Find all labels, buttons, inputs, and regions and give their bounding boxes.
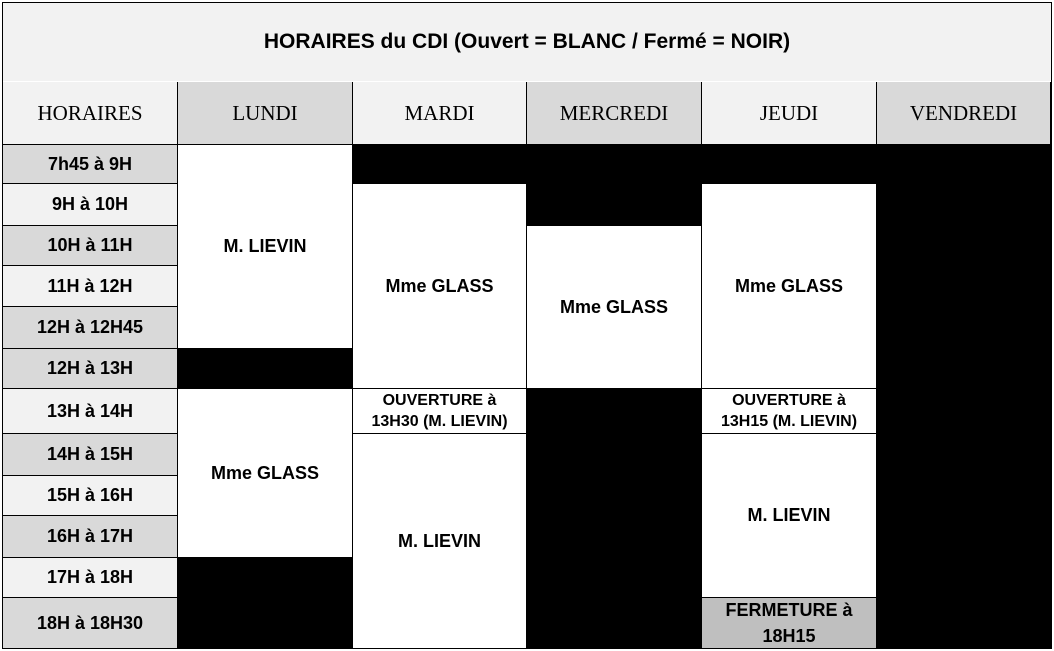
lundi-open-afternoon: Mme GLASS	[178, 389, 353, 558]
time-slot: 12H à 13H	[3, 349, 178, 389]
time-slot: 10H à 11H	[3, 226, 178, 266]
jeudi-opening-line1: OUVERTURE à	[732, 392, 846, 409]
lundi-closed-lunch	[178, 349, 353, 389]
header-horaires: HORAIRES	[3, 82, 178, 145]
jeudi-closing-line2: 18H15	[762, 626, 816, 646]
time-slot: 15H à 16H	[3, 476, 178, 516]
header-jeudi: JEUDI	[702, 82, 877, 145]
time-slot: 13H à 14H	[3, 389, 178, 434]
time-slot: 11H à 12H	[3, 266, 178, 307]
mercredi-closed-afternoon	[527, 389, 702, 649]
mardi-opening-line1: OUVERTURE à	[382, 392, 497, 409]
page-title: HORAIRES du CDI (Ouvert = BLANC / Fermé = NOIR)	[3, 3, 1051, 81]
time-slot: 17H à 18H	[3, 558, 178, 598]
time-slot: 18H à 18H30	[3, 598, 178, 649]
mardi-open-afternoon: M. LIEVIN	[353, 434, 527, 649]
header-mercredi: MERCREDI	[527, 82, 702, 145]
mercredi-open-morning: Mme GLASS	[527, 226, 702, 389]
jeudi-closed-early	[702, 145, 877, 184]
mardi-closed-early	[353, 145, 527, 184]
time-slot: 7h45 à 9H	[3, 145, 178, 184]
lundi-closed-evening	[178, 558, 353, 649]
time-slot: 12H à 12H45	[3, 307, 178, 349]
time-slot: 14H à 15H	[3, 434, 178, 476]
mardi-opening-note	[353, 389, 527, 434]
jeudi-closing-line1: FERMETURE à	[725, 600, 853, 620]
jeudi-open-morning: Mme GLASS	[702, 184, 877, 389]
mardi-open-morning: Mme GLASS	[353, 184, 527, 389]
mardi-opening-line2: 13H30 (M. LIEVIN)	[371, 413, 508, 430]
time-slot: 9H à 10H	[3, 184, 178, 226]
header-lundi: LUNDI	[178, 82, 353, 145]
vendredi-closed	[877, 145, 1051, 649]
jeudi-opening-note	[702, 389, 877, 434]
header-vendredi: VENDREDI	[877, 82, 1051, 145]
lundi-open-morning: M. LIEVIN	[178, 145, 353, 349]
jeudi-open-afternoon: M. LIEVIN	[702, 434, 877, 598]
header-mardi: MARDI	[353, 82, 527, 145]
jeudi-closing-note	[702, 598, 877, 649]
time-slot: 16H à 17H	[3, 516, 178, 558]
mercredi-closed-early	[527, 145, 702, 226]
jeudi-opening-line2: 13H15 (M. LIEVIN)	[720, 413, 858, 430]
